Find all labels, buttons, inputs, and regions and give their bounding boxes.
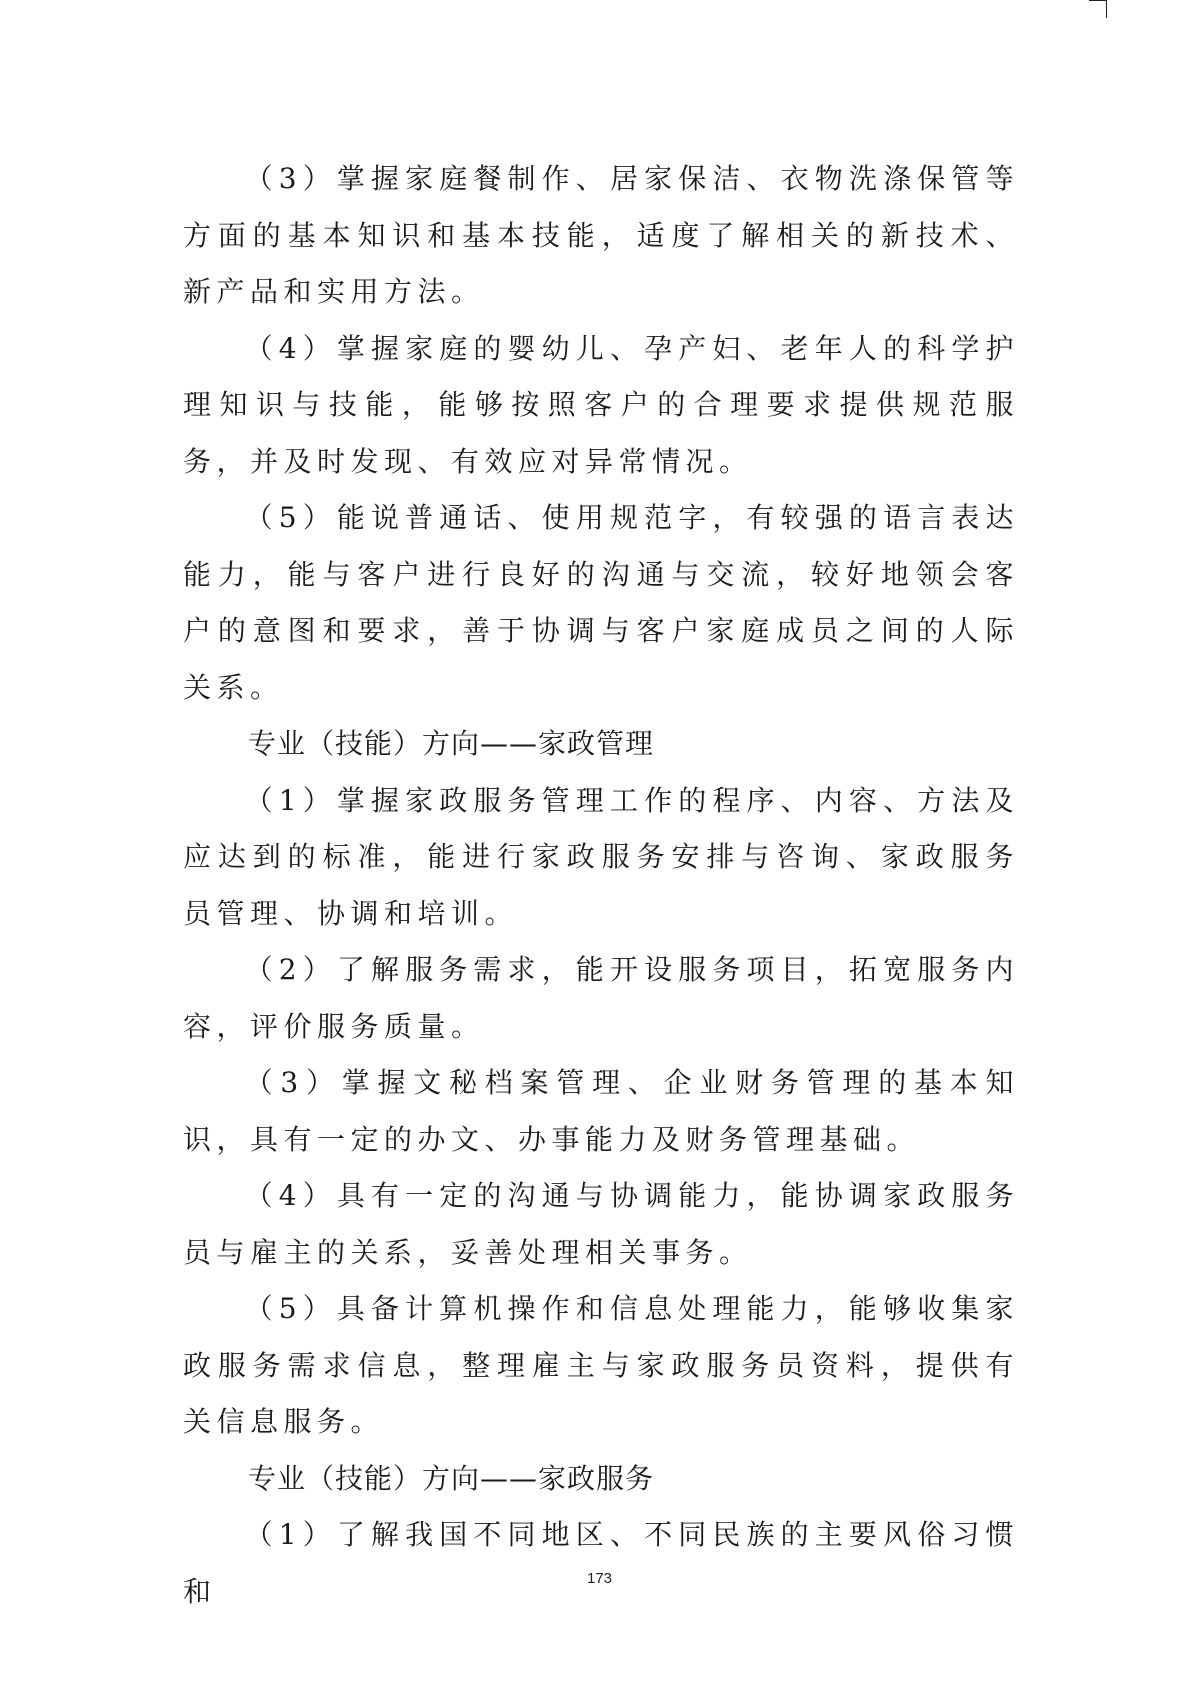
document-body — [183, 151, 1019, 1620]
paragraph-management-1: （1）掌握家政服务管理工作的程序、内容、方法及应达到的标准，能进行家政服务安排与咨询、家政服务员管理、协调和培训。 — [183, 783, 1019, 930]
section-heading-management: 专业（技能）方向——家政管理 — [248, 727, 655, 760]
crop-mark — [1089, 0, 1107, 18]
section-heading-service: 专业（技能）方向——家政服务 — [248, 1461, 655, 1495]
paragraph-management-3: （3）掌握文秘档案管理、企业财务管理的基本知识，具有一定的办文、办事能力及财务管理基础。 — [183, 1066, 1019, 1156]
paragraph-service-1: （1）了解我国不同地区、不同民族的主要风俗习惯和 — [183, 1518, 1019, 1608]
paragraph-management-2: （2）了解服务需求，能开设服务项目，拓宽服务内容，评价服务质量。 — [183, 953, 1019, 1043]
paragraph-4-care-skills: （4）掌握家庭的婴幼儿、孕产妇、老年人的科学护理知识与技能，能够按照客户的合理要求提供规范服务，并及时发现、有效应对异常情况。 — [183, 331, 1019, 478]
paragraph-management-4: （4）具有一定的沟通与协调能力，能协调家政服务员与雇主的关系，妥善处理相关事务。 — [183, 1179, 1019, 1269]
page-number: 173 — [586, 1570, 613, 1587]
paragraph-management-5: （5）具备计算机操作和信息处理能力，能够收集家政服务需求信息，整理雇主与家政服务员资料，提供有关信息服务。 — [183, 1292, 1019, 1438]
paragraph-3-cooking-cleaning: （3）掌握家庭餐制作、居家保洁、衣物洗涤保管等方面的基本知识和基本技能，适度了解相关的新技术、新产品和实用方法。 — [183, 162, 1019, 308]
paragraph-5-communication: （5）能说普通话、使用规范字，有较强的语言表达能力，能与客户进行良好的沟通与交流，较好地领会客户的意图和要求，善于协调与客户家庭成员之间的人际关系。 — [183, 501, 1019, 704]
